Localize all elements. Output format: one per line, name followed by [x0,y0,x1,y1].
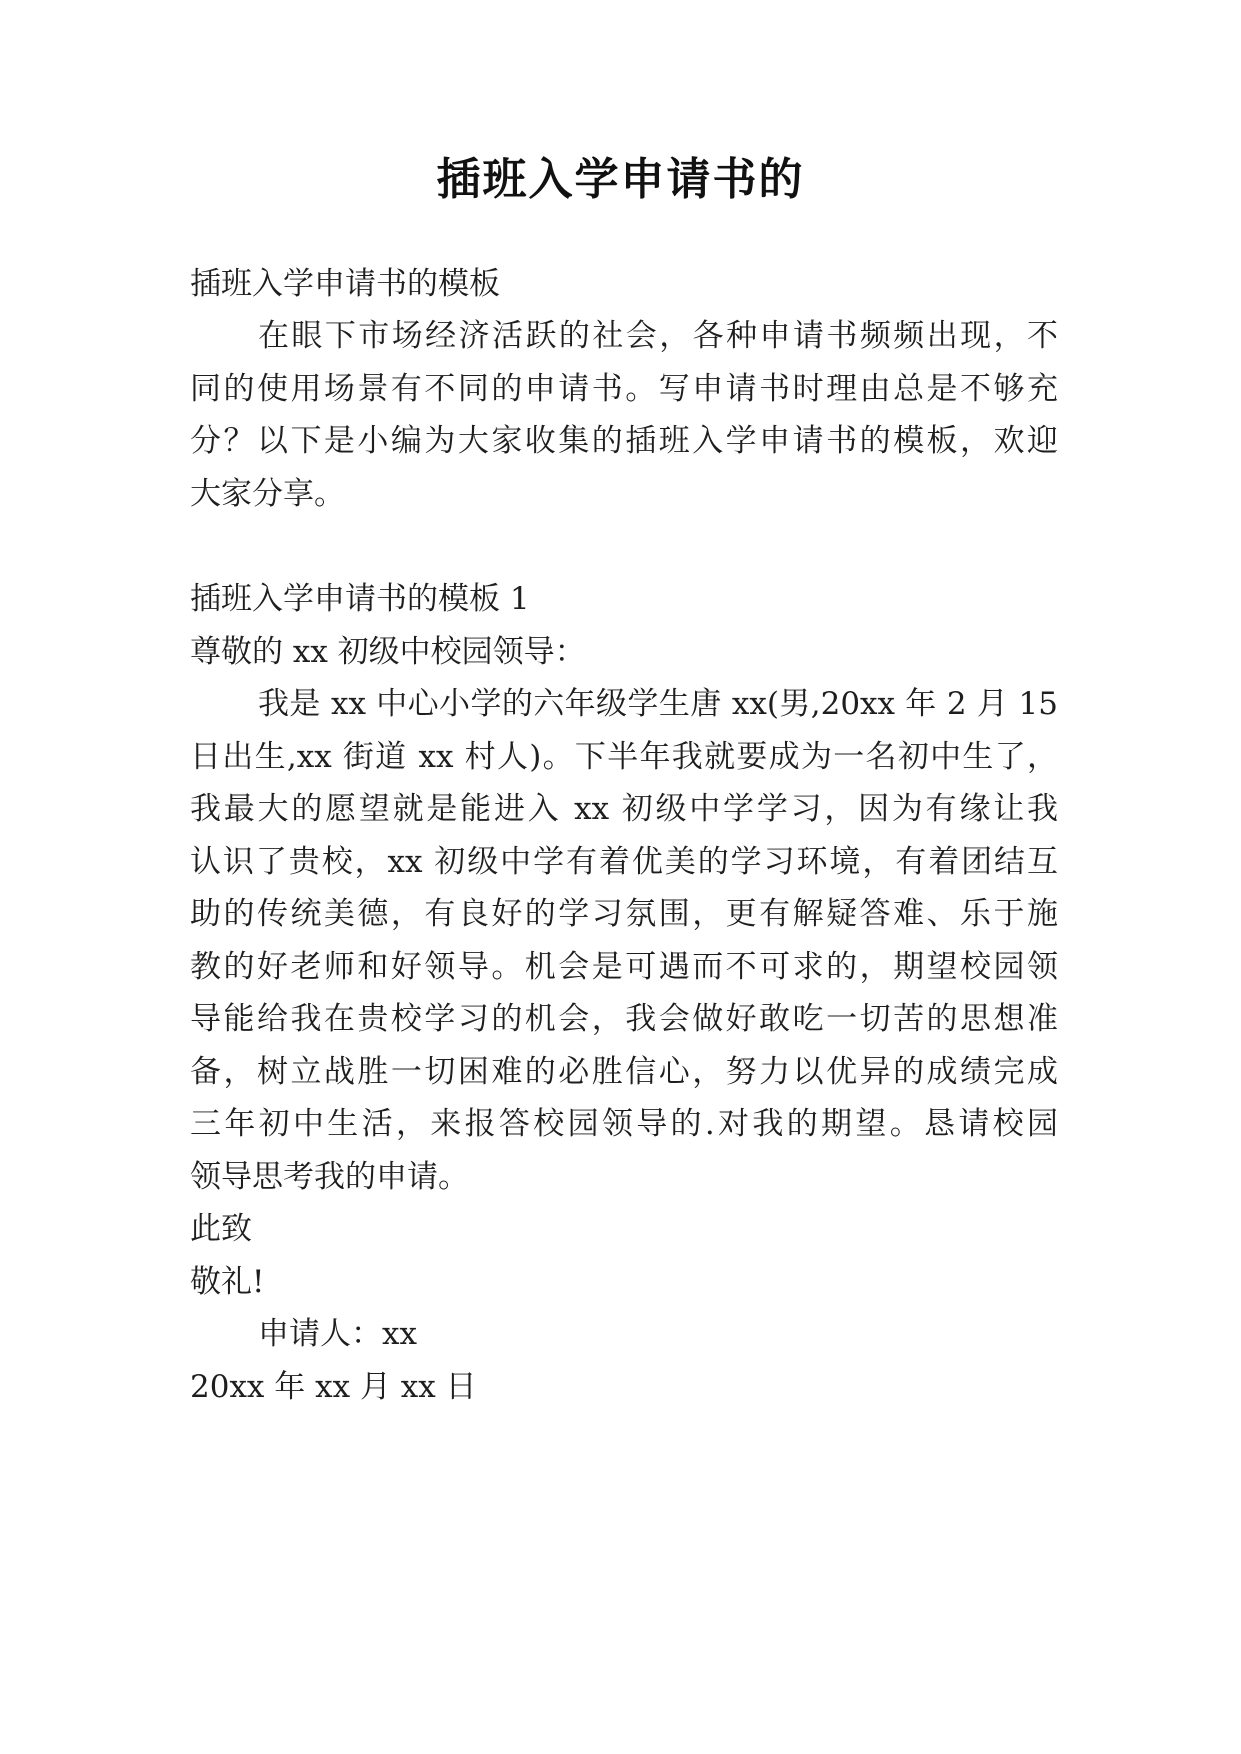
page-title: 插班入学申请书的 [436,154,805,205]
body-line: 教的好老师和好领导。机会是可遇而不可求的，期望校园领 [190,949,1058,985]
closing-line: 敬礼! [190,1264,265,1300]
date-line: 20xx 年 xx 月 xx 日 [190,1369,477,1405]
body-line: 三年初中生活，来报答校园领导的.对我的期望。恳请校园 [190,1106,1058,1142]
body-line: 我是 xx 中心小学的六年级学生唐 xx(男,20xx 年 2 月 15 [258,686,1058,722]
salutation: 尊敬的 xx 初级中校园领导： [190,634,586,670]
closing-line: 此致 [190,1211,252,1247]
body-line: 导能给我在贵校学习的机会，我会做好敢吃一切苦的思想准 [190,1001,1058,1037]
body-line: 认识了贵校，xx 初级中学有着优美的学习环境，有着团结互 [190,844,1058,880]
intro-line: 同的使用场景有不同的申请书。写申请书时理由总是不够充 [190,371,1058,407]
body-line: 领导思考我的申请。 [190,1159,469,1195]
intro-line: 分？以下是小编为大家收集的插班入学申请书的模板，欢迎 [190,423,1058,459]
intro-line: 大家分享。 [190,476,345,512]
intro-line: 在眼下市场经济活跃的社会，各种申请书频频出现，不 [258,318,1058,354]
template-heading: 插班入学申请书的模板 1 [190,581,530,617]
applicant-line: 申请人：xx [258,1316,417,1352]
body-line: 助的传统美德，有良好的学习氛围，更有解疑答难、乐于施 [190,896,1058,932]
body-line: 日出生,xx 街道 xx 村人)。下半年我就要成为一名初中生了， [190,739,1058,775]
body-line: 我最大的愿望就是能进入 xx 初级中学学习，因为有缘让我 [190,791,1058,827]
document-subtitle: 插班入学申请书的模板 [190,266,500,302]
body-line: 备，树立战胜一切困难的必胜信心，努力以优异的成绩完成 [190,1054,1058,1090]
